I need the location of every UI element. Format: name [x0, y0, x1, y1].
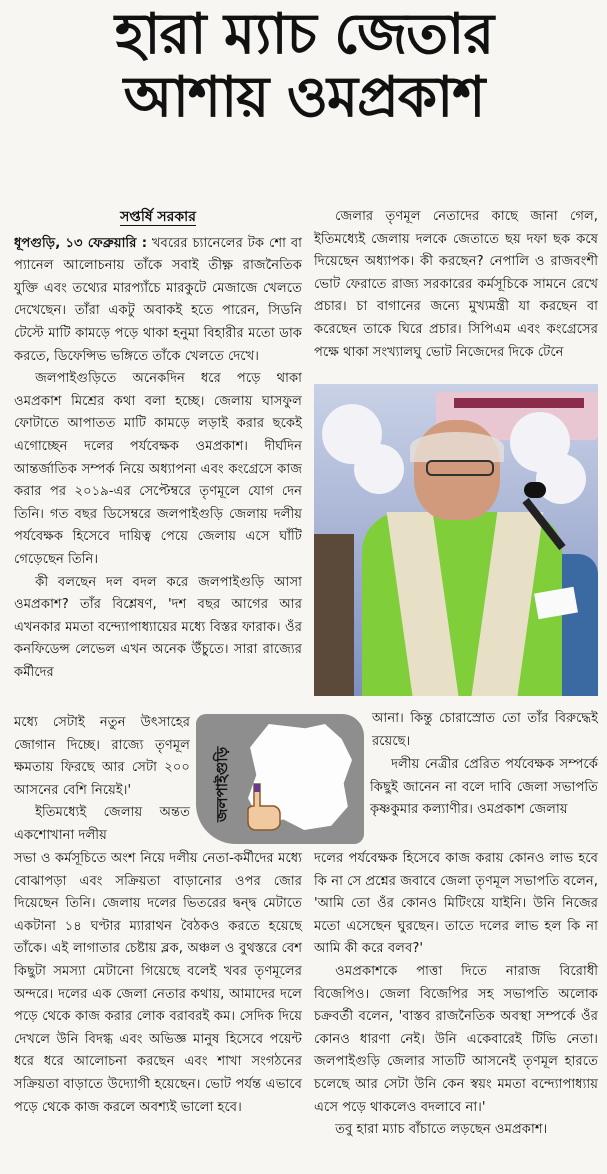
- article-paragraph: ইতিমধ্যেই জেলায় অন্তত একশোখানা দলীয়: [14, 805, 190, 843]
- article-paragraph: দলীয় নেত্রীর প্রেরিত পর্যবেক্ষক সম্পর্কে কিছুই জানেন না বলে দাবি জেলা সভাপতি কৃষ্ণকুমার কল্যাণীর। ওমপ্রকাশ জেলায়: [370, 757, 598, 818]
- article-paragraph: জলপাইগুড়িতে অনেকদিন ধরে পড়ে থাকা ওমপ্রকাশ মিশ্রের কথা বলা হচ্ছে। জেলায় ঘাসফুল ফোটাতে আপাতত মাটি কামড়ে লড়াই করার ছকেই এগোচ্ছেন দলের পর্যবেক্ষক ওমপ্রকাশ। দীর্ঘদিন আন্তর্জাতিক সম্পর্ক নিয়ে অধ্যাপনা এবং কংগ্রেসে কাজ করার পর ২০১৯-এর সেপ্টেম্বরে তৃণমূলে যোগ দেন তিনি। গত বছর ডিসেম্বরে জলপাইগুড়ি জেলায় দলীয় পর্যবেক্ষক হিসেবে দায়িত্ব পেয়ে জেলায় এসে ঘাঁটি গেড়েছেন তিনি।: [14, 371, 302, 567]
- column-1-top: [14, 206, 302, 684]
- glasses-icon: [426, 460, 494, 476]
- news-photo: [314, 384, 598, 696]
- dateline: ধূপগুড়ি, ১৩ ফেব্রুয়ারি :: [14, 235, 147, 251]
- column-2-narrow: [370, 754, 598, 822]
- article-paragraph: কী বলছেন দল বদল করে জলপাইগুড়ি আসা ওমপ্রকাশ? তাঁর বিশ্লেষণ, 'দশ বছর আগের আর এখনকার মমতা বন্দ্যোপাধ্যায়ের মধ্যে বিস্তর ফারাক। ওঁর কনফিডেন্স লেভেল এখন অনেক উঁচুতে। সারা রাজ্যের কর্মীদের: [14, 574, 302, 680]
- column-2-bottom: [314, 848, 598, 1142]
- headline-line-2: আশায় ওমপ্রকাশ: [123, 64, 485, 130]
- article-paragraph: তবু হারা ম্যাচ বাঁচাতে লড়ছেন ওমপ্রকাশ।: [335, 1122, 548, 1138]
- column-2-mid: [372, 708, 598, 753]
- article-paragraph: আনা। কিন্তু চোরাস্রোত তো তাঁর বিরুদ্ধেই রয়েছে।: [372, 711, 598, 749]
- microphone-icon: [524, 482, 546, 498]
- logo-wordmark: জলপাইগুড়ি: [213, 746, 231, 822]
- headline: [8, 4, 600, 129]
- column-1-bottom: [14, 848, 302, 1119]
- article-paragraph: ওমপ্রকাশকে পাত্তা দিতে নারাজ বিরোধী বিজেপিও। জেলা বিজেপির সহ সভাপতি অলোক চক্রবর্তী বলেন, 'বাস্তব রাজনৈতিক অবস্থা সম্পর্কে ওঁর কোনও ধারণা নেই। উনি একেবারেই টিভি নেতা। জলপাইগুড়ি জেলার সাতটি আসনেই তৃণমূল হারতে চলেছে আর সেটা উনি কেন স্বয়ং মমতা বন্দ্যোপাধ্যায় এসে পড়ে থাকলেও বদলাবে না।': [314, 963, 598, 1115]
- district-logo: [196, 714, 364, 844]
- headline-line-1: হারা ম্যাচ জেতার: [114, 2, 494, 67]
- article-paragraph: দলের পর্যবেক্ষক হিসেবে কাজ করায় কোনও লাভ হবে কি না সে প্রশ্নের জবাবে জেলা তৃণমূল সভাপতি বলেন, 'আমি তো ওঁর কোনও মিটিংয়ে যাইনি। উনি নিজের মতো এসেছেন ঘুরছেন। তাতে দলের লাভ হল কি না আমি কী করে বলব?': [314, 851, 598, 957]
- column-2-top: [314, 206, 598, 364]
- article-paragraph: ধূপগুড়ি, ১৩ ফেব্রুয়ারি : খবরের চ্যানেলের টক শো বা প্যানেল আলোচনায় তাঁকে সবাই তীক্ষ্ণ রাজনৈতিক যুক্তি এবং তথ্যের মারপ্যাঁচে মারকুটে মেজাজে খেলতে দেখেছেন। তাঁরা একটু অবাকই হতে পারেন, সিডনি টেস্টে মাটি কামড়ে পড়ে থাকা হনুমা বিহারীর মতো ডাক করতে, ডিফেন্সিভ ভঙ্গিতে তাঁকে খেলতে দেখে।: [14, 235, 302, 364]
- voting-finger-icon: [240, 782, 284, 832]
- article-paragraph: সভা ও কর্মসূচিতে অংশ নিয়ে দলীয় নেতা-কর্মীদের মধ্যে বোঝাপড়া এবং সক্রিয়তা বাড়ানোর ওপর জোর দিয়েছেন তিনি। জেলায় দলের ভিতরের দ্বন্দ্ব মেটাতে একটানা ১৪ ঘণ্টার ম্যারাথন বৈঠকও করতে হয়েছে তাঁকে। এই লাগাতার চেষ্টায় ব্লক, অঞ্চল ও বুথস্তরে বেশ কিছুটা সমস্যা মেটানো গিয়েছে বলেই খবর তৃণমূলের অন্দরে। দলের এক জেলা নেতার কথায়, আমাদের দলে পড়ে থেকে কাজ করার লোক বরাবরই কম। সেদিক দিয়ে দেখলে উনি বিদগ্ধ এবং অভিজ্ঞ মানুষ হিসেবে পয়েন্ট ধরে ধরে আলোচনা করছেন এবং শাখা সংগঠনের সক্রিয়তা বাড়াতে উদ্যোগী হয়েছেন। ভোট পর্যন্ত এভাবে পড়ে থেকে কাজ করলে অবশ্যই ভালো হবে।: [14, 851, 302, 1115]
- byline: সপ্তর্ষি সরকার: [120, 209, 196, 225]
- article-paragraph: জেলার তৃণমূল নেতাদের কাছে জানা গেল, ইতিমধ্যেই জেলায় দলকে জেতাতে ছয় দফা ছক কষে দিয়েছেন অধ্যাপক। কী করছেন? নেপালি ও রাজবংশী ভোট ফেরাতে রাজ্য সরকারের কর্মসূচিকে সামনে রেখে প্রচার। চা বাগানের জন্যে মুখ্যমন্ত্রী যা করছেন বা করেছেন তাকে ঘিরে প্রচার। সিপিএম এবং কংগ্রেসের পক্ষে থাকা সংখ্যালঘু ভোট নিজেদের দিকে টেনে: [314, 209, 598, 360]
- article-paragraph: মধ্যে সেটাই নতুন উৎসাহের জোগান দিচ্ছে। রাজ্যে তৃণমূল ক্ষমতায় ফিরছে আর সেটা ২০০ আসনের বেশি নিয়েই।': [14, 715, 190, 798]
- column-1-narrow: [14, 712, 190, 848]
